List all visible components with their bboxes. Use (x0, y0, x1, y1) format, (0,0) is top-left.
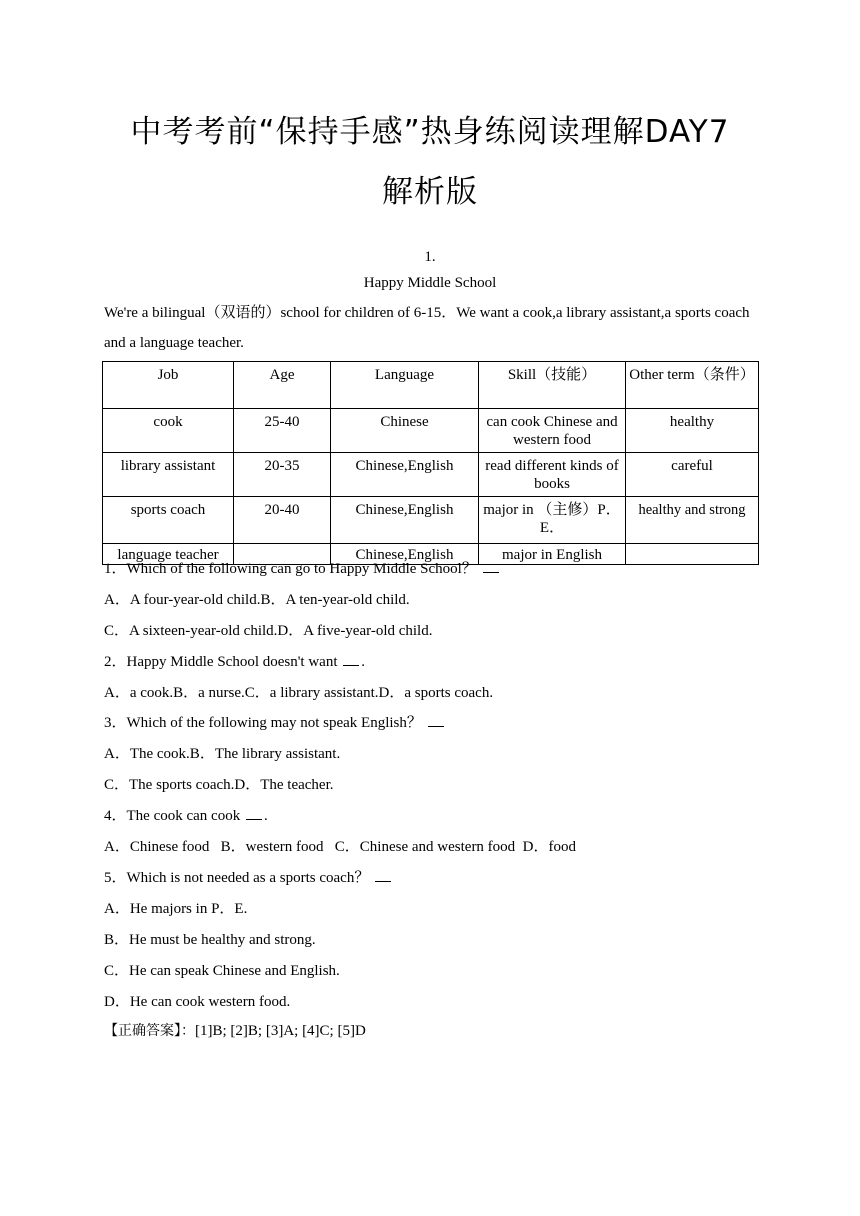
table-cell: language teacher (103, 544, 234, 565)
table-header-cell: Age (234, 362, 331, 409)
table-cell: library assistant (103, 453, 234, 497)
table-header-cell: Other term（条件） (626, 362, 759, 409)
question-text: 5．Which is not needed as a sports coach？ (104, 870, 370, 886)
question-5-option: A．He majors in P．E. (104, 901, 248, 917)
passage-number: 1. (424, 249, 436, 265)
question-2-option: A．a cook.B．a nurse.C．a library assistant.D．a sports coach. (104, 685, 494, 701)
table-cell: can cook Chinese and western food (479, 409, 626, 453)
table-cell: 20-35 (234, 453, 331, 497)
table-header-row (103, 362, 759, 409)
table-row (103, 453, 759, 497)
question-3-option: A．The cook.B．The library assistant. (104, 746, 341, 762)
table-cell: cook (103, 409, 234, 453)
table-header-cell: Skill（技能） (479, 362, 626, 409)
answer-label: 【正确答案】： (104, 1023, 195, 1039)
question-1-stem (104, 557, 501, 578)
table-cell: sports coach (103, 497, 234, 544)
table-cell: healthy (626, 409, 759, 453)
question-5-stem (104, 866, 393, 887)
question-text: 2．Happy Middle School doesn't want (104, 654, 338, 670)
question-text: 4．The cook can cook (104, 808, 241, 824)
table-cell: Chinese,English (331, 453, 479, 497)
question-text: 3．Which of the following may not speak English？ (104, 715, 422, 731)
job-table (102, 361, 759, 565)
table-header-cell: Language (331, 362, 479, 409)
table-cell: major in English (479, 544, 626, 565)
question-5-option: B．He must be healthy and strong. (104, 932, 316, 948)
question-3-option: C．The sports coach.D．The teacher. (104, 777, 334, 793)
question-end: . (361, 654, 366, 670)
answer-text: [1]B; [2]B; [3]A; [4]C; [5]D (195, 1023, 366, 1039)
answer-blank[interactable] (428, 714, 444, 727)
table-row (103, 497, 759, 544)
table-header-cell: Job (103, 362, 234, 409)
table-cell: 25-40 (234, 409, 331, 453)
passage-heading: Happy Middle School (363, 275, 497, 291)
question-end: . (263, 808, 268, 824)
answer-blank[interactable] (483, 560, 499, 573)
document-title: 中考考前“保持手感”热身练阅读理解DAY7 (130, 114, 730, 150)
table-cell: Chinese (331, 409, 479, 453)
passage-intro: We're a bilingual（双语的）school for children of 6-15．We want a cook,a library assistant,a sports coach and a language teacher. (104, 305, 750, 351)
answer-blank[interactable] (343, 653, 359, 666)
answer-blank[interactable] (246, 807, 262, 820)
table-cell: 20-40 (234, 497, 331, 544)
answer-blank[interactable] (375, 869, 391, 882)
table-cell: careful (626, 453, 759, 497)
table-cell: read different kinds of books (479, 453, 626, 497)
question-4-option: A．Chinese food B．western food C．Chinese and western food D．food (104, 839, 577, 855)
question-text: 1．Which of the following can go to Happy Middle School？ (104, 561, 477, 577)
question-3-stem (104, 711, 446, 732)
table-row (103, 409, 759, 453)
question-1-option: C．A sixteen-year-old child.D．A five-year-old child. (104, 623, 433, 639)
answer-key (104, 1020, 366, 1040)
question-5-option: D．He can cook western food. (104, 994, 291, 1010)
table-cell: major in （主修）P．E． (479, 497, 626, 544)
question-2-stem (104, 650, 365, 671)
table-cell: Chinese,English (331, 544, 479, 565)
table-cell: healthy and strong (626, 497, 759, 544)
document-subtitle: 解析版 (382, 174, 478, 210)
question-1-option: A．A four-year-old child.B．A ten-year-old child. (104, 592, 410, 608)
question-5-option: C．He can speak Chinese and English. (104, 963, 340, 979)
table-cell: Chinese,English (331, 497, 479, 544)
question-4-stem (104, 804, 268, 825)
table-cell (626, 544, 759, 565)
